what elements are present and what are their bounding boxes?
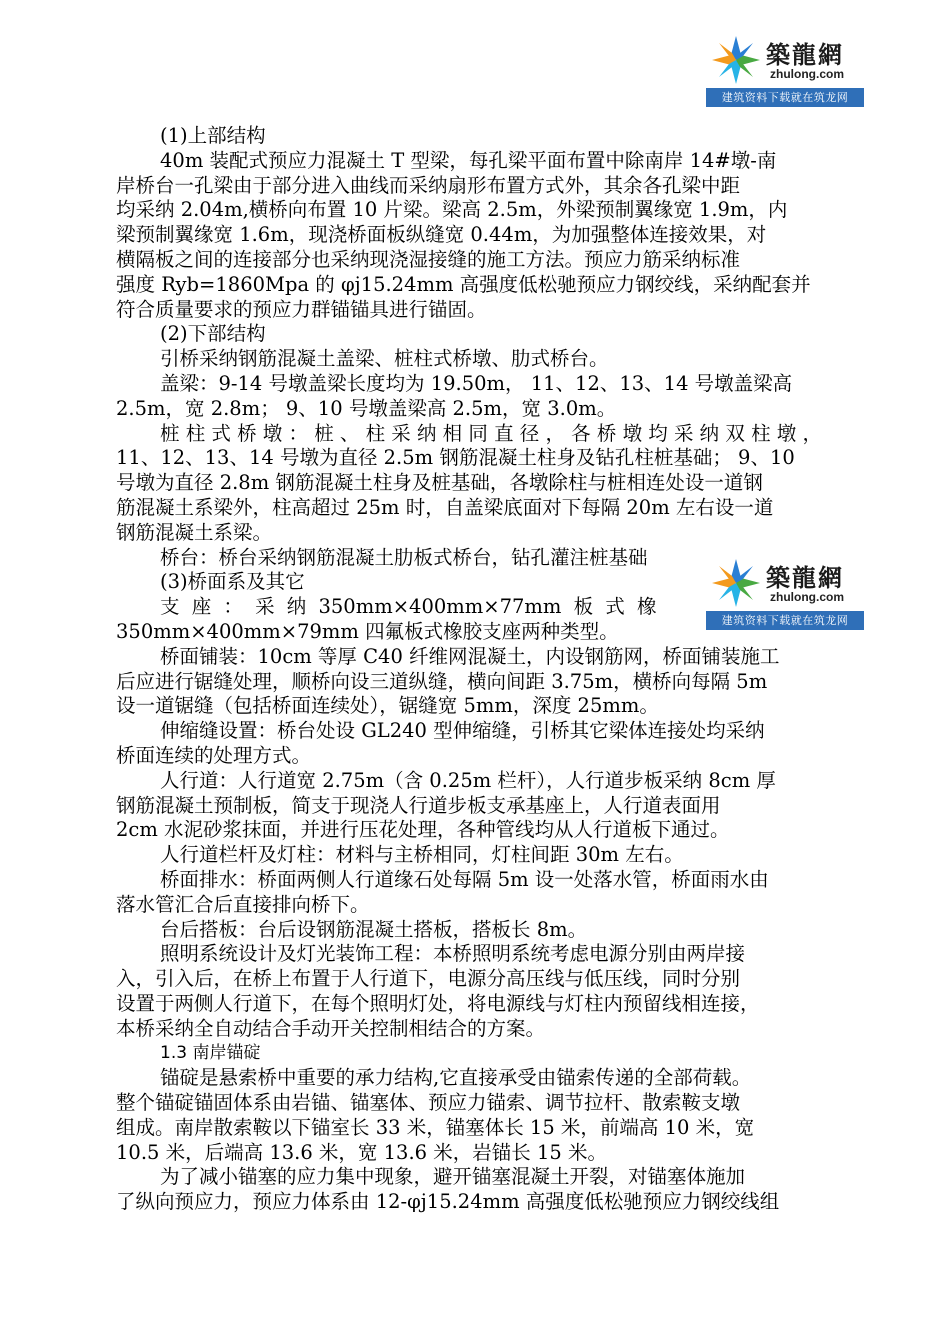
section-heading: 1.3 南岸锚碇 <box>160 1043 261 1064</box>
paragraph-line: 350mm×400mm×79mm 四氟板式橡胶支座两种类型。 <box>116 619 619 643</box>
paragraph-line: 桥面连续的处理方式。 <box>116 743 312 767</box>
paragraph-line: 强度 Ryb=1860Mpa 的 φj15.24mm 高强度低松驰预应力钢绞线，采纳配套并 <box>116 272 811 296</box>
paragraph-line: 入，引入后，在桥上布置于人行道下，电源分高压线与低压线，同时分别 <box>116 967 741 991</box>
zhulong-star-icon <box>710 34 762 86</box>
paragraph-line: 后应进行锯缝处理，顺桥向设三道纵缝，横向间距 3.75m，横桥向每隔 5m <box>116 669 768 693</box>
paragraph-line: 2.5m，宽 2.8m； 9、10 号墩盖梁高 2.5m，宽 3.0m。 <box>116 396 617 420</box>
paragraph-line: 桩 柱 式 桥 墩 ： 桩 、 柱 采 纳 相 同 直 径 ， 各 桥 墩 均 采 纳 双 柱 墩 ， <box>160 421 822 445</box>
paragraph-line: 梁预制翼缘宽 1.6m，现浇桥面板纵缝宽 0.44m，为加强整体连接效果，对 <box>116 223 767 247</box>
logo-slogan: 建筑资料下载就在筑龙网 <box>706 88 864 107</box>
paragraph-line: 人行道栏杆及灯柱：材料与主桥相同，灯柱间距 30m 左右。 <box>160 843 684 867</box>
logo-chinese-name: 築龍網 <box>766 563 844 592</box>
paragraph-line: 均采纳 2.04m,横桥向布置 10 片梁。梁高 2.5m，外梁预制翼缘宽 1.9m，内 <box>116 198 788 222</box>
logo-domain: zhulong.com <box>770 590 844 604</box>
paragraph-line: 筋混凝土系梁外，柱高超过 25m 时，自盖梁底面对下每隔 20m 左右设一道 <box>116 495 774 519</box>
paragraph-line: 照明系统设计及灯光装饰工程：本桥照明系统考虑电源分别由两岸接 <box>160 942 746 966</box>
paragraph-line: 横隔板之间的连接部分也采纳现浇湿接缝的施工方法。预应力筋采纳标准 <box>116 247 741 271</box>
paragraph-line: 本桥采纳全自动结合手动开关控制相结合的方案。 <box>116 1016 546 1040</box>
paragraph-line: 台后搭板：台后设钢筋混凝土搭板，搭板长 8m。 <box>160 917 588 941</box>
paragraph-line: 钢筋混凝土系梁。 <box>116 520 273 544</box>
paragraph-line: 40m 装配式预应力混凝土 T 型梁，每孔梁平面布置中除南岸 14#墩-南 <box>160 148 777 172</box>
paragraph-line: 锚碇是悬索桥中重要的承力结构,它直接承受由锚索传递的全部荷载。 <box>160 1066 752 1090</box>
section-heading: (1)上部结构 <box>160 124 266 147</box>
paragraph-line: 伸缩缝设置：桥台处设 GL240 型伸缩缝，引桥其它梁体连接处均采纳 <box>160 719 765 743</box>
paragraph-line: 支 座 ： 采 纳 350mm×400mm×77mm 板 式 橡 <box>160 595 657 619</box>
paragraph-line: 2cm 水泥砂浆抹面，并进行压花处理，各种管线均从人行道板下通过。 <box>116 818 730 842</box>
logo-domain: zhulong.com <box>770 67 844 81</box>
zhulong-star-icon <box>710 557 762 609</box>
paragraph-line: 钢筋混凝土预制板，简支于现浇人行道步板支承基座上，人行道表面用 <box>116 793 721 817</box>
paragraph-line: 组成。南岸散索鞍以下锚室长 33 米，锚塞体长 15 米，前端高 10 米，宽 <box>116 1115 755 1139</box>
logo-chinese-name: 築龍網 <box>766 40 844 69</box>
document-body <box>116 124 848 1215</box>
paragraph-line: 号墩为直径 2.8m 钢筋混凝土柱身及桩基础，各墩除柱与桩相连处设一道钢 <box>116 471 763 495</box>
paragraph-line: 岸桥台一孔梁由于部分进入曲线而采纳扇形布置方式外，其余各孔梁中距 <box>116 173 741 197</box>
paragraph-line: 盖梁：9-14 号墩盖梁长度均为 19.50m， 11、12、13、14 号墩盖梁高 <box>160 371 793 395</box>
paragraph-line: 落水管汇合后直接排向桥下。 <box>116 892 370 916</box>
paragraph-line: 10.5 米，后端高 13.6 米，宽 13.6 米，岩锚长 15 米。 <box>116 1140 607 1164</box>
section-heading: (3)桥面系及其它 <box>160 570 305 594</box>
paragraph-line: 整个锚碇锚固体系由岩锚、锚塞体、预应力锚索、调节拉杆、散索鞍支墩 <box>116 1091 741 1115</box>
paragraph-line: 设一道锯缝（包括桥面连续处），锯缝宽 5mm，深度 25mm。 <box>116 694 659 718</box>
paragraph-line: 为了减小锚塞的应力集中现象，避开锚塞混凝土开裂，对锚塞体施加 <box>160 1165 746 1189</box>
paragraph-line: 符合质量要求的预应力群锚锚具进行锚固。 <box>116 297 487 321</box>
paragraph-line: 了纵向预应力，预应力体系由 12-φj15.24mm 高强度低松驰预应力钢绞线组 <box>116 1190 780 1214</box>
paragraph-line: 11、12、13、14 号墩为直径 2.5m 钢筋混凝土柱身及钻孔柱桩基础； 9、10 <box>116 446 795 470</box>
logo-slogan: 建筑资料下载就在筑龙网 <box>706 611 864 630</box>
paragraph-line: 人行道：人行道宽 2.75m（含 0.25m 栏杆），人行道步板采纳 8cm 厚 <box>160 768 776 792</box>
paragraph-line: 桥面铺装：10cm 等厚 C40 纤维网混凝土，内设钢筋网，桥面铺装施工 <box>160 644 780 668</box>
section-heading: (2)下部结构 <box>160 322 266 346</box>
paragraph-line: 引桥采纳钢筋混凝土盖梁、桩柱式桥墩、肋式桥台。 <box>160 347 609 371</box>
zhulong-logo-middle <box>706 553 864 631</box>
paragraph-line: 桥面排水：桥面两侧人行道缘石处每隔 5m 设一处落水管，桥面雨水由 <box>160 867 769 891</box>
zhulong-logo-top <box>706 30 864 108</box>
paragraph-line: 桥台：桥台采纳钢筋混凝土肋板式桥台，钻孔灌注桩基础 <box>160 545 648 569</box>
paragraph-line: 设置于两侧人行道下，在每个照明灯处，将电源线与灯柱内预留线相连接， <box>116 991 760 1015</box>
